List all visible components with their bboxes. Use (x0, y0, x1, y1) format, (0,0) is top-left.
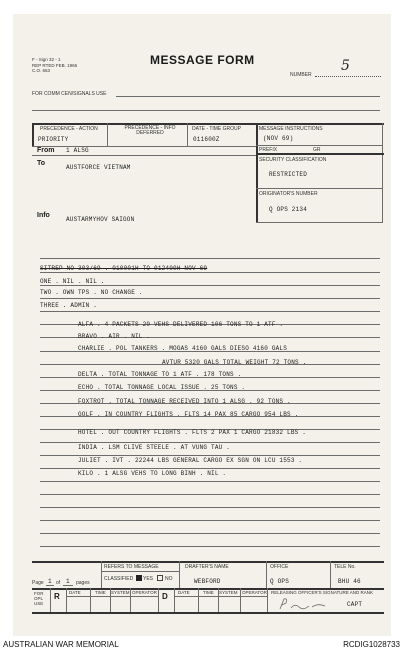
d-operator-label: OPERATOR (242, 590, 267, 595)
security-top-rule (256, 153, 384, 155)
tele-value: BHU 46 (338, 578, 361, 585)
drafter-label: DRAFTER'S NAME (185, 564, 229, 570)
precedence-info-label: PRECEDENCE - INFO DEFERRED (124, 125, 176, 136)
ruled-line (40, 272, 380, 273)
page-number: 1 (48, 578, 52, 585)
r-system-label: SYSTEM (111, 590, 130, 595)
classified-yes-checkbox[interactable] (136, 575, 142, 581)
for-opl-label: FOR OPL USE (34, 591, 44, 606)
body-line-charlie-cont: AVTUR 5320 GALS TOTAL WEIGHT 72 TONS . (162, 359, 307, 366)
body-line-alfa: ALFA . 4 PACKETS 20 VEHS DELIVERED 106 TONS TO 1 ATF . (78, 321, 284, 328)
opl-div (240, 588, 241, 612)
drafter-value: WEBFORD (194, 578, 221, 585)
form-code-line-2: REP RTED FEB. 1966 (32, 63, 78, 68)
r-operator-label: OPERATOR (132, 590, 157, 595)
ruled-line (40, 533, 380, 534)
ruled-line (40, 546, 380, 547)
office-label: OFFICE (270, 564, 289, 570)
form-title: MESSAGE FORM (150, 53, 255, 67)
bottom-top-rule (32, 561, 384, 563)
footer-source: AUSTRALIAN WAR MEMORIAL (3, 640, 119, 649)
header-divider-2 (187, 123, 188, 146)
precedence-action-value: PRIORITY (38, 136, 69, 143)
page-underline (46, 585, 54, 586)
r-label: R (54, 592, 60, 601)
classified-label: CLASSIFIED (104, 576, 134, 582)
releasing-rank: CAPT (347, 601, 363, 608)
yes-label: YES (143, 576, 154, 582)
msg-instructions-value: (NOV 69) (263, 135, 294, 142)
ruled-line (40, 442, 380, 443)
originator-label: ORIGINATOR'S NUMBER (259, 191, 318, 197)
ruled-line (40, 468, 380, 469)
opl-div (267, 588, 268, 612)
ruled-line (40, 455, 380, 456)
body-line-hotel: HOTEL . OUT COUNTRY FLIGHTS . FLTS 2 PAX 1 CARGO 21832 LBS . (78, 429, 307, 436)
gr-label: GR (313, 147, 321, 153)
of-underline (63, 585, 73, 586)
d-system-label: SYSTEM (219, 590, 238, 595)
info-label: Info (37, 212, 50, 219)
number-label: NUMBER (290, 72, 312, 78)
msg-instructions-label: MESSAGE INSTRUCTIONS (259, 126, 323, 132)
page-label: Page (32, 580, 44, 586)
d-label: D (162, 592, 168, 601)
prefix-label: PREFIX (259, 147, 278, 153)
from-value: 1 ALSG (66, 147, 89, 154)
r-date-label: DATE (69, 590, 81, 595)
form-code-line-1: F - Sign 32 - 1 (32, 57, 61, 62)
header-divider-1 (107, 123, 108, 146)
of-number: 1 (66, 578, 70, 585)
opl-div (90, 588, 91, 612)
originator-value: Q OPS 2134 (269, 206, 308, 213)
from-rule (32, 155, 256, 156)
to-label: To (37, 160, 46, 167)
opl-div (198, 588, 199, 612)
opl-header-rule-d (174, 596, 267, 597)
bottom-divider-c (266, 561, 267, 588)
ruled-line (40, 494, 380, 495)
bottom-divider-a (101, 561, 102, 588)
header-top-rule (32, 123, 384, 125)
comm-cen-line (116, 96, 380, 97)
header-left-border (32, 123, 34, 146)
body-line-echo: ECHO . TOTAL TONNAGE LOCAL ISSUE . 25 TONS . (78, 384, 246, 391)
ruled-line (40, 285, 380, 286)
comm-cen-line-2 (32, 110, 380, 111)
header-right-border (382, 123, 383, 223)
d-time-label: TIME (203, 590, 214, 595)
precedence-action-label: PRECEDENCE - ACTION (40, 126, 98, 132)
body-line-one: ONE . NIL . NIL . (40, 278, 105, 285)
opl-header-rule-r (66, 596, 158, 597)
signature-mark (278, 596, 338, 612)
ruled-line (40, 481, 380, 482)
footer-reference: RCDIG1028733 (343, 640, 400, 649)
bottom-divider-d (330, 561, 331, 588)
header-divider-3 (256, 123, 258, 223)
form-code-line-3: C.O. 663 (32, 68, 51, 73)
info-value: AUSTARMYHOV SAIGON (66, 216, 135, 223)
ruled-line (40, 298, 380, 299)
security-value: RESTRICTED (269, 171, 308, 178)
body-line-bravo: BRAVO . AIR . NIL . (78, 333, 151, 340)
from-label: From (37, 147, 55, 154)
ruled-line (40, 311, 380, 312)
pages-label: pages (76, 580, 90, 586)
body-line-three: THREE . ADMIN . (40, 302, 98, 309)
refers-rule (101, 571, 179, 572)
body-line-juliet: JULIET . IVT . 22244 LBS GENERAL CARGO EX SGN ON LCU 1553 . (78, 457, 303, 464)
of-label: of (56, 580, 61, 586)
no-label: NO (165, 576, 173, 582)
dtg-label: DATE - TIME GROUP (192, 126, 241, 132)
ruled-line (40, 507, 380, 508)
refers-label: REFERS TO MESSAGE (104, 564, 159, 570)
body-line-foxtrot: FOXTROT . TOTAL TONNAGE RECEIVED INTO 1 ALSG . 92 TONS . (78, 398, 291, 405)
d-date-label: DATE (178, 590, 190, 595)
to-value: AUSTFORCE VIETNAM (66, 164, 131, 171)
body-line-kilo: KILO . 1 ALSG VEHS TO LONG BINH . NIL . (78, 470, 227, 477)
opl-div (50, 588, 51, 612)
body-line-golf: GOLF . IN COUNTRY FLIGHTS . FLTS 14 PAX 85 CARGO 954 LBS . (78, 411, 299, 418)
releasing-label: RELEASING OFFICER'S SIGNATURE AND RANK (271, 590, 374, 595)
number-underline (315, 76, 381, 77)
office-value: Q OPS (270, 578, 290, 585)
body-line-sitrep: SITREP NO 303/69 . 010001H TO 012400H NOV 69 (40, 265, 208, 272)
ruled-line (40, 520, 380, 521)
body-line-delta: DELTA . TOTAL TONNAGE TO 1 ATF . 178 TONS . (78, 371, 242, 378)
tele-label: TELE No. (334, 564, 356, 570)
opl-div (66, 588, 67, 612)
security-label: SECURITY CLASSIFICATION (259, 157, 327, 163)
ruled-line (40, 258, 380, 259)
number-value: 5 (341, 58, 350, 74)
body-line-charlie: CHARLIE . POL TANKERS . MOGAS 4160 GALS DIESO 4160 GALS (78, 345, 288, 352)
prefix-rule (256, 145, 382, 146)
opl-div (130, 588, 131, 612)
originator-bottom-rule (256, 222, 382, 223)
bottom-divider-b (179, 561, 180, 588)
opl-bottom-rule (32, 612, 384, 614)
opl-div (158, 588, 159, 612)
classified-no-checkbox[interactable] (157, 575, 163, 581)
security-bottom-rule (256, 188, 382, 189)
body-line-two: TWO . OWN TPS . NO CHANGE . (40, 289, 143, 296)
comm-cen-label: FOR COMM CEN/SIGNALS USE (32, 91, 107, 97)
r-time-label: TIME (95, 590, 106, 595)
opl-div (174, 588, 175, 612)
dtg-value: 011600Z (193, 136, 220, 143)
body-line-india: INDIA . LSM CLIVE STEELE . AT VUNG TAU . (78, 444, 231, 451)
